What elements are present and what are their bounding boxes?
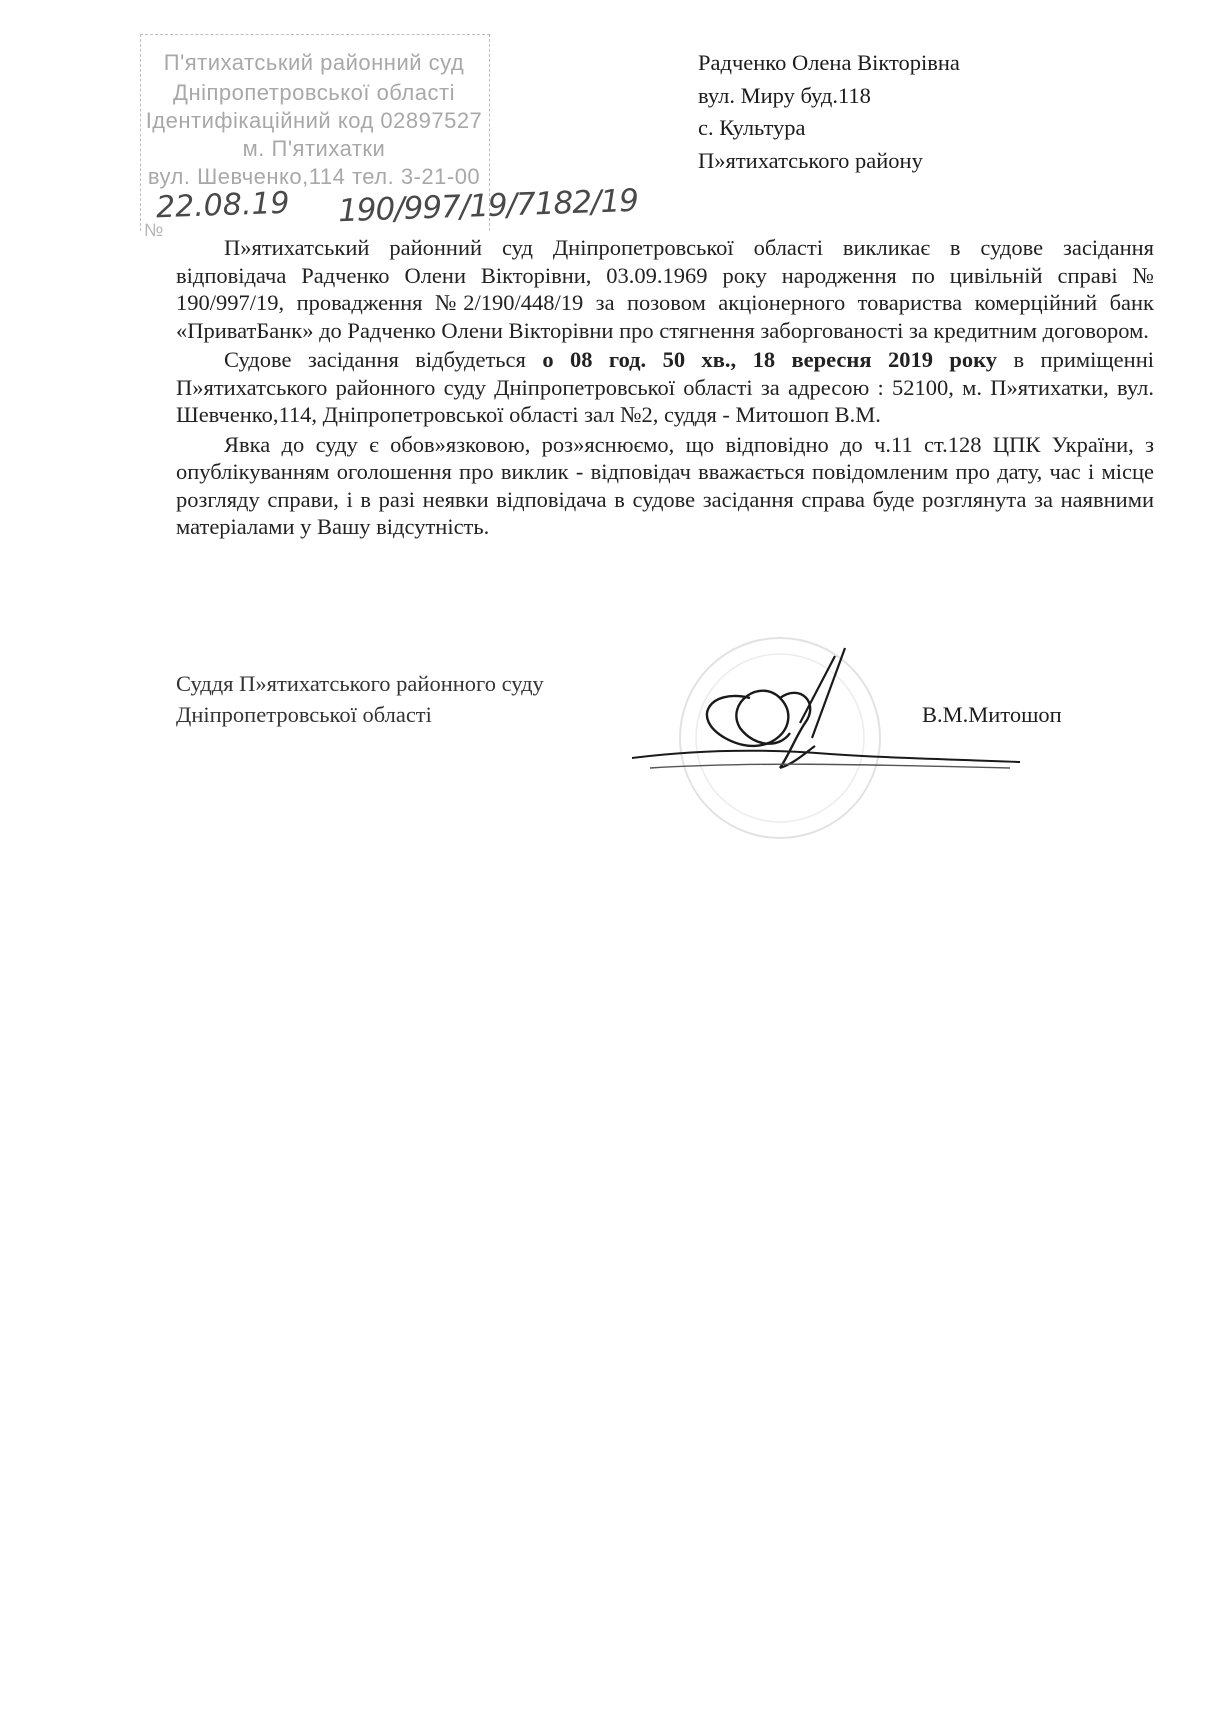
addressee-block: [698, 47, 960, 177]
addressee-village: с. Культура: [698, 115, 806, 140]
hearing-location: в приміщенні П»ятихатського районного суду Дніпропетровської області за адресою : 52100, м. П»ятихатки, вул. Шевченко,114, Дніпропетровської області зал №2, суддя - Митошоп В.М.: [176, 347, 1154, 427]
hearing-paragraph: [176, 346, 1154, 429]
hearing-intro: Судове засідання відбудеться: [224, 347, 543, 372]
hearing-datetime: о 08 год. 50 хв., 18 вересня 2019 року: [542, 347, 998, 372]
stamp-date: 22.08.19: [155, 185, 291, 226]
stamp-court-name: П'ятихатський районний суд: [163, 50, 465, 75]
stamp-id-code: Ідентифікаційний код 02897527: [145, 108, 483, 133]
registration-stamp: [138, 28, 639, 240]
addressee-name: Радченко Олена Вікторівна: [698, 50, 960, 75]
summons-paragraph: П»ятихатський районний суд Дніпропетровської області викликає в судове засідання відповідача Радченко Олени Вікторівни, 03.09.1969 року народження по цивільній справі № 190/997/19, провадження №2/190/448/19 за позовом акціонерного товариства комерційний банк «ПриватБанк» до Радченко Олени Вікторівни про стягнення заборгованості за кредитним договором.: [176, 235, 1154, 343]
addressee-street: вул. Миру буд.118: [698, 82, 871, 108]
signature-title: [176, 668, 544, 730]
letter-body: [176, 234, 1154, 543]
stamp-registration-number: 190/997/19/7182/19: [337, 182, 639, 230]
stamp-city: м. П'ятихатки: [242, 136, 386, 161]
judge-name: В.М.Митошоп: [922, 702, 1062, 727]
signature-title-line1: Суддя П»ятихатського районного суду: [176, 671, 544, 696]
addressee-district: П»ятихатського району: [698, 147, 923, 173]
signature-title-line2: Дніпропетровської області: [176, 702, 432, 727]
notice-paragraph: Явка до суду є обов»язковою, роз»яснюємо, що відповідно до ч.11 ст.128 ЦПК України, з опублікуванням оголошення про виклик - відповідач вважається повідомленим про дату, час і місце розгляду справи, і в разі неявки відповідача в судове засідання справа буде розглянута за наявними матеріалами у Вашу відсутність.: [176, 431, 1154, 539]
stamp-region: Дніпропетровської області: [173, 80, 455, 105]
stamp-address: вул. Шевченко,114 тел. 3-21-00: [147, 164, 481, 189]
handwritten-signature: [630, 628, 1020, 868]
stamp-number-label: №: [144, 220, 164, 240]
